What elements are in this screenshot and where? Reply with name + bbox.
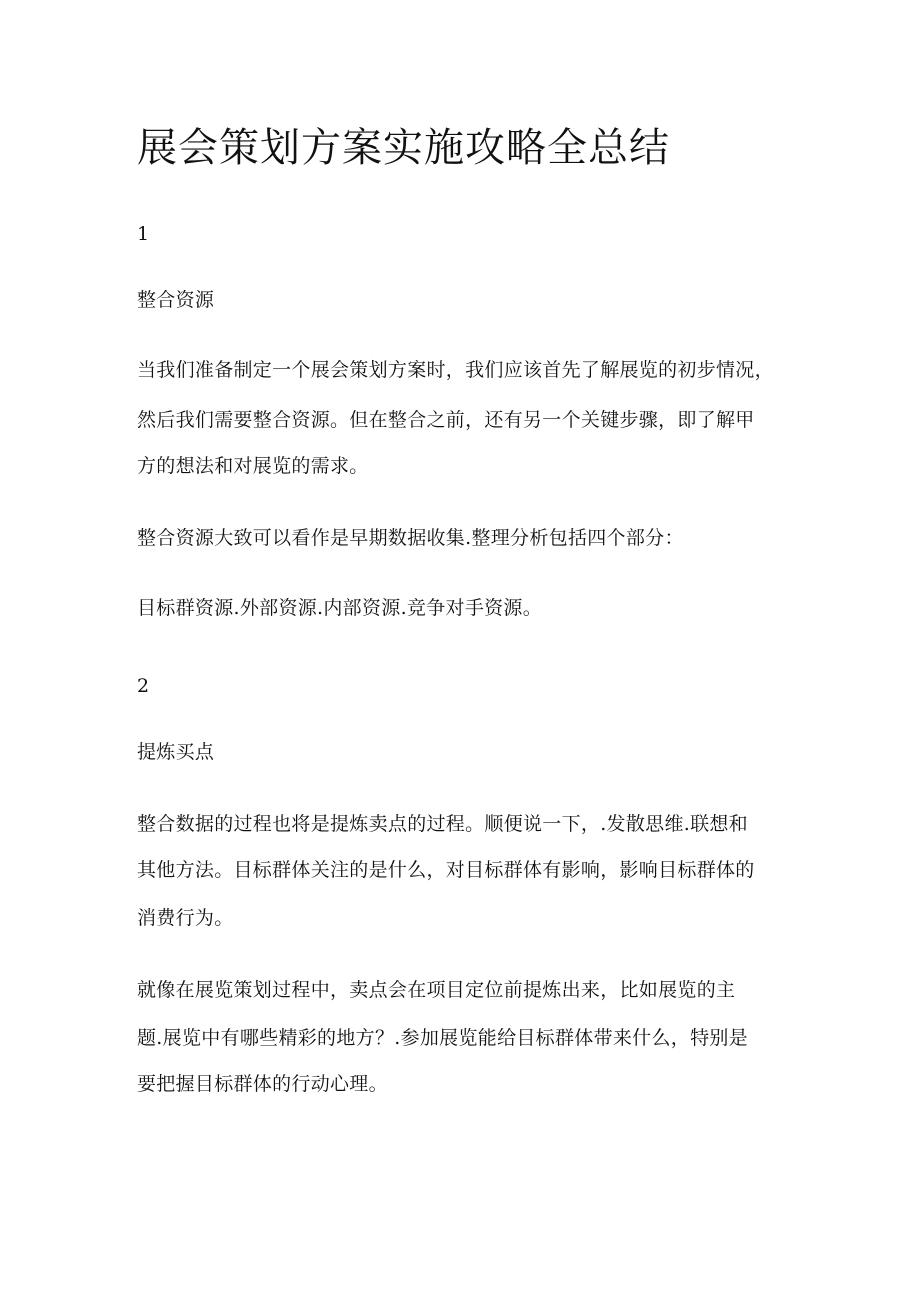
section-1-heading: 整合资源: [137, 289, 215, 311]
section-1-paragraph-1-line-3: 方的想法和对展览的需求。: [137, 455, 369, 477]
section-1-paragraph-1-line-2: 然后我们需要整合资源。但在整合之前，还有另一个关键步骤，即了解甲: [137, 409, 755, 431]
section-1-paragraph-1-line-1: 当我们准备制定一个展会策划方案时，我们应该首先了解展览的初步情况，: [137, 359, 774, 381]
section-2-paragraph-2-line-2: 题.展览中有哪些精彩的地方？.参加展览能给目标群体带来什么，特别是: [137, 1027, 748, 1049]
document-title: 展会策划方案实施攻略全总结: [137, 125, 670, 171]
section-2-heading: 提炼买点: [137, 741, 215, 763]
section-1-number: 1: [137, 223, 150, 245]
section-1-paragraph-2-line-1: 整合资源大致可以看作是早期数据收集.整理分析包括四个部分：: [137, 527, 684, 549]
section-2-paragraph-1-line-3: 消费行为。: [137, 907, 234, 929]
section-2-number: 2: [137, 675, 150, 697]
section-2-paragraph-1-line-1: 整合数据的过程也将是提炼卖点的过程。顺便说一下，.发散思维.联想和: [137, 813, 748, 835]
section-2-paragraph-2-line-1: 就像在展览策划过程中，卖点会在项目定位前提炼出来，比如展览的主: [137, 979, 736, 1001]
section-2-paragraph-1-line-2: 其他方法。目标群体关注的是什么，对目标群体有影响，影响目标群体的: [137, 859, 755, 881]
section-1-paragraph-3-line-1: 目标群资源.外部资源.内部资源.竞争对手资源。: [137, 597, 543, 619]
section-2-paragraph-2-line-3: 要把握目标群体的行动心理。: [137, 1073, 388, 1095]
